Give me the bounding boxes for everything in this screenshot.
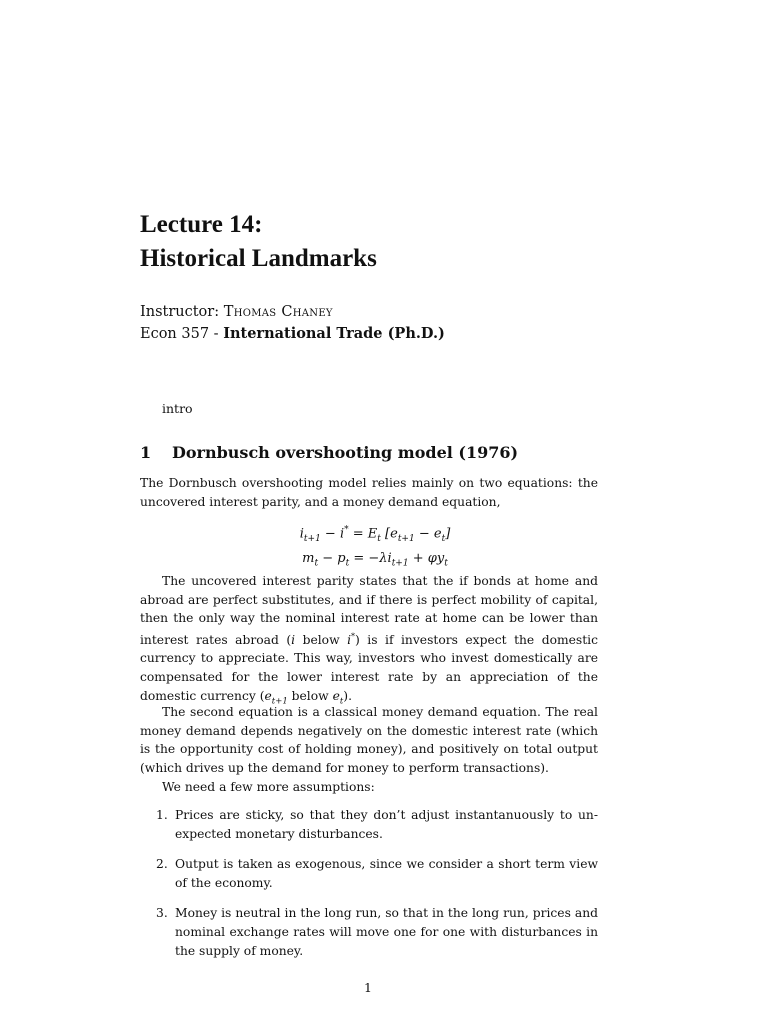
- lecture-meta: [140, 302, 445, 345]
- section-number: 1: [140, 443, 152, 462]
- list-item-text: Money is neutral in the long run, so that in the long run, prices and nominal exchange rates will move one for one with disturbances in the supply of money.: [175, 906, 598, 958]
- uip-text-d: below: [287, 688, 333, 703]
- section-heading: [140, 442, 518, 464]
- lecture-title: [140, 208, 377, 276]
- list-marker: 2.: [156, 857, 168, 872]
- symbol-i: i: [291, 632, 296, 647]
- title-line-1: Lecture 14:: [140, 211, 263, 238]
- instructor-label: Instructor:: [140, 304, 224, 320]
- page-number: 1: [364, 980, 372, 995]
- equation-money-demand: $m_t - p_t = -\lambda i_{t+1} + \varphi y_t$: [302, 550, 448, 569]
- assumptions-list: [156, 806, 598, 972]
- equation-uip: $i_{t+1} - i^* = E_t$ $[e_{t+1} - e_t]$: [299, 525, 451, 544]
- section-title: Dornbusch overshooting model (1976): [172, 443, 519, 462]
- symbol-e-t: $e_t$: [332, 688, 344, 707]
- list-item-text: Output is taken as exogenous, since we consider a short term view of the economy.: [175, 857, 598, 890]
- paragraph-uip: [140, 572, 598, 711]
- list-item: [156, 904, 598, 960]
- uip-text-c: ) is if investors expect the domestic currency to appreciate. This way, investors who invest domestically are compensated for the lower interest rate by an appreciation of the domestic currency (: [140, 632, 598, 703]
- equation-block: [240, 520, 510, 574]
- list-marker: 1.: [156, 808, 168, 822]
- title-line-2: Historical Landmarks: [140, 245, 377, 272]
- symbol-e-t1: $e_{t+1}$: [264, 688, 288, 707]
- instructor-line: [140, 302, 445, 323]
- uip-text-e: ).: [343, 688, 352, 703]
- course-name: International Trade (Ph.D.): [223, 325, 445, 342]
- uip-text-b: below: [295, 632, 348, 647]
- instructor-name: Thomas Chaney: [223, 304, 333, 320]
- paragraph-intro: The Dornbusch overshooting model relies mainly on two equations: the uncovered interest parity, and a money demand equation,: [140, 476, 598, 509]
- list-item: [156, 855, 598, 892]
- list-marker: 3.: [156, 906, 168, 921]
- list-item-text: Prices are sticky, so that they don’t adjust instantanuously to un- expected monetary disturbances.: [175, 808, 598, 841]
- paragraph-assumptions-intro: We need a few more assumptions:: [162, 780, 375, 794]
- intro-text: intro: [162, 401, 193, 416]
- paragraph-money-demand: The second equation is a classical money demand equation. The real money demand depends negatively on the domestic interest rate (which is the opportunity cost of holding money), and positively on total output (which drives up the demand for money to perform transactions).: [140, 705, 598, 775]
- symbol-i-star: i*: [347, 631, 356, 647]
- uip-text-a: The uncovered interest parity states that the if bonds at home and abroad are perfect substitutes, and if there is perfect mobility of capital, then the only way the nominal interest rate at home can be lower than interest rates abroad (: [140, 574, 598, 647]
- course-code: Econ 357 -: [140, 326, 224, 342]
- course-line: [140, 323, 445, 345]
- list-item: [156, 806, 598, 843]
